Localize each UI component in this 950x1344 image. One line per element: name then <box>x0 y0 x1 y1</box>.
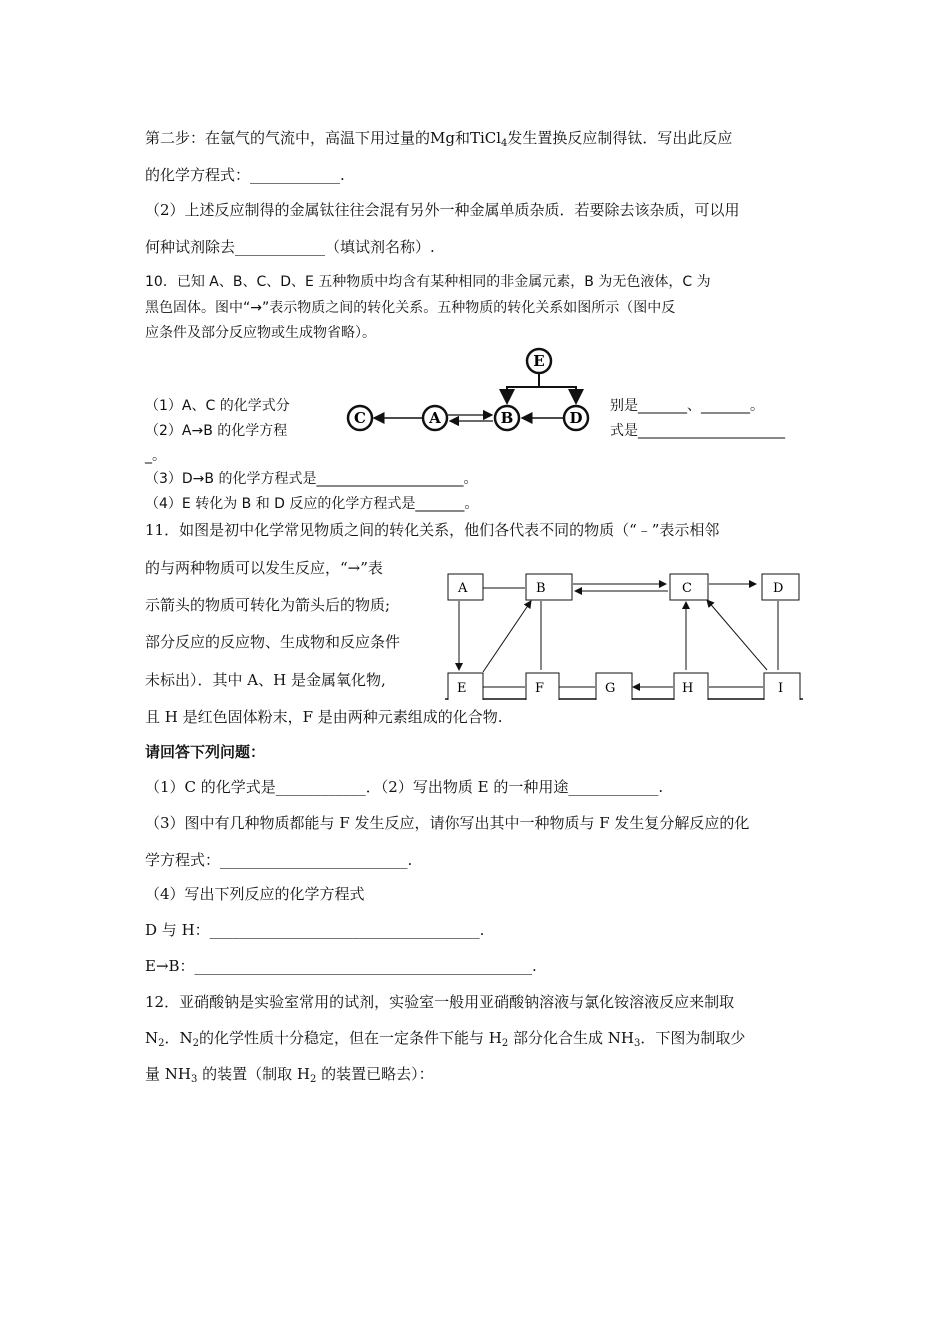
node-B <box>495 406 519 430</box>
text-line: 且 H 是红色固体粉末，F 是由两种元素组成的化合物. <box>145 708 503 726</box>
subscript: 3 <box>190 1074 198 1085</box>
node-label: A <box>429 409 441 427</box>
text-seg: ．N <box>164 1029 193 1047</box>
question-11-line: 11．如图是初中化学常见物质之间的转化关系，他们各代表不同的物质（“﹣”表示相邻 <box>145 521 720 539</box>
text-seg: ．下图为制取少 <box>640 1029 746 1047</box>
box-A <box>448 574 483 600</box>
text-line: 黑色固体。图中“→”表示物质之间的转化关系。五种物质的转化关系如图所示（图中反 <box>145 300 676 316</box>
text-line <box>145 1064 434 1084</box>
box-label: D <box>773 581 784 596</box>
box-I <box>764 673 800 700</box>
text-line: 未标出）．其中 A、H 是金属氧化物, <box>145 671 386 689</box>
text-line: 的化学方程式：____________. <box>145 166 345 184</box>
arrow-e-to-d <box>539 387 576 403</box>
text-line: （3）图中有几种物质都能与 F 发生反应，请你写出其中一种物质与 F 发生复分解反应的化 <box>145 814 750 832</box>
text-line: _。 <box>145 448 166 464</box>
text-seg: 发生置换反应制得钛．写出此反应 <box>507 129 733 147</box>
arrow-i-to-c <box>707 600 767 670</box>
box-label: F <box>535 681 545 696</box>
text-seg: 的化学性质十分稳定，但在一定条件下能与 H <box>199 1029 502 1047</box>
box-label: A <box>458 581 468 596</box>
text-line: 部分反应的反应物、生成物和反应条件 <box>145 633 401 651</box>
text-line: 的与两种物质可以发生反应，“→”表 <box>145 559 383 577</box>
text-line: （1）A、C 的化学式分 <box>145 398 290 414</box>
text-seg: 量 NH <box>145 1065 191 1083</box>
text-line: （3）D→B 的化学方程式是_____________________。 <box>145 471 478 487</box>
text-line: 式是_____________________ <box>610 423 785 439</box>
box-F <box>526 673 559 700</box>
box-label: G <box>605 681 616 696</box>
question-12-line: 12．亚硝酸钠是实验室常用的试剂，实验室一般用亚硝酸钠溶液与氯化铵溶液反应来制取 <box>145 993 735 1011</box>
text-seg: 部分化合生成 NH <box>508 1029 634 1047</box>
node-D <box>564 406 588 430</box>
conversion-diagram-2 <box>445 567 805 700</box>
box-C <box>670 574 708 600</box>
subscript: 4 <box>501 138 508 149</box>
box-B <box>526 574 572 600</box>
text-line: （4）写出下列反应的化学方程式 <box>145 885 365 903</box>
text-line: （4）E 转化为 B 和 D 反应的化学方程式是_______。 <box>145 496 479 512</box>
subscript: 3 <box>634 1038 641 1049</box>
node-label: E <box>533 352 545 370</box>
text-line: 别是_______、_______。 <box>610 398 764 414</box>
arrow-e-to-b <box>483 601 531 672</box>
node-E <box>527 349 551 373</box>
text-line: 应条件及部分反应物或生成物省略）。 <box>145 325 376 341</box>
question-10-line: 10．已知 A、B、C、D、E 五种物质中均含有某种相同的非金属元素，B 为无色液体，C 为 <box>145 274 711 290</box>
node-label: B <box>500 409 514 427</box>
conversion-diagram-1 <box>340 345 605 435</box>
subscript: 2 <box>501 1038 509 1049</box>
text-line: E→B：_____________________________________________. <box>145 957 537 975</box>
text-line: （1）C 的化学式是____________．（2）写出物质 E 的一种用途____________. <box>145 778 664 796</box>
node-label: D <box>569 409 583 427</box>
text-line <box>145 128 732 148</box>
node-label: C <box>354 409 366 427</box>
text-seg: 的装置已略去）： <box>316 1065 434 1083</box>
section-heading: 请回答下列问题： <box>145 743 266 761</box>
subscript: 2 <box>158 1038 165 1049</box>
box-label: B <box>536 581 546 596</box>
text-seg: N <box>145 1029 159 1047</box>
text-line: （2）A→B 的化学方程 <box>145 423 288 439</box>
arrow-e-to-b <box>507 373 539 403</box>
box-E <box>448 673 483 700</box>
text-line: 学方程式：_________________________. <box>145 851 413 869</box>
text-seg: 第二步：在氩气的气流中，高温下用过量的Mg和TiCl <box>145 129 502 147</box>
node-A <box>423 406 447 430</box>
box-label: C <box>682 581 692 596</box>
subscript: 2 <box>192 1038 200 1049</box>
subscript: 2 <box>309 1074 317 1085</box>
box-D <box>762 574 799 600</box>
text-seg: 的装置（制取 H <box>197 1065 310 1083</box>
box-label: H <box>682 681 694 696</box>
text-line <box>145 1028 745 1048</box>
box-label: E <box>457 681 467 696</box>
text-line: 何种试剂除去____________（填试剂名称）. <box>145 238 435 256</box>
box-label: I <box>778 681 784 696</box>
node-C <box>348 406 372 430</box>
text-line: 示箭头的物质可转化为箭头后的物质; <box>145 596 391 614</box>
text-line: （2）上述反应制得的金属钛往往会混有另外一种金属单质杂质．若要除去该杂质，可以用 <box>145 201 740 219</box>
text-line: D 与 H：____________________________________. <box>145 921 485 939</box>
box-H <box>674 673 708 700</box>
box-G <box>596 673 632 700</box>
